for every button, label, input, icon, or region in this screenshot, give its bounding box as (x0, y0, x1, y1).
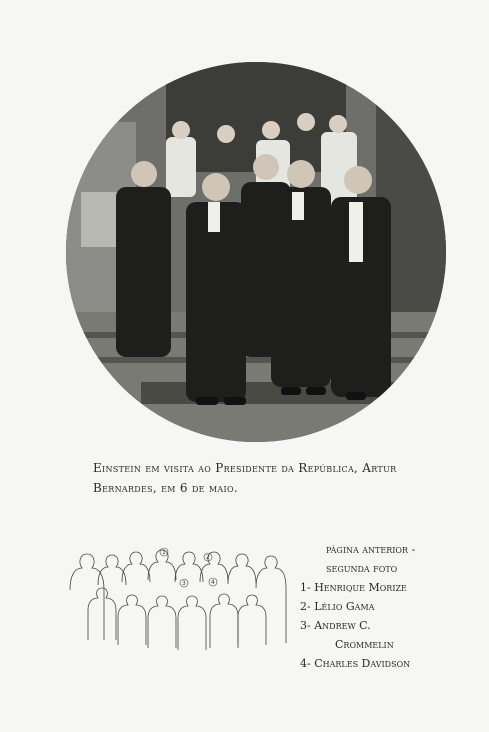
legend-item-number: 1- (300, 581, 311, 594)
legend-item-4 (300, 654, 480, 673)
legend-item-3 (300, 616, 480, 635)
sketch-marker-2: 2 (206, 554, 210, 561)
legend-item-number: 2- (300, 600, 311, 613)
legend-item-number: 4- (300, 657, 311, 670)
circular-photograph (66, 62, 446, 442)
caption-line-1: Einstein em visita ao Presidente da República, Artur (93, 461, 397, 475)
legend-item-name: Lélio Gama (314, 600, 375, 613)
sketch-marker-4: 4 (211, 579, 215, 586)
legend-item-1 (300, 578, 480, 597)
group-photo-illustration (66, 62, 446, 442)
sketch-marker-3: 3 (182, 580, 186, 587)
legend-header-2: segunda foto (326, 562, 398, 575)
legend-item-name: Andrew C. (314, 619, 371, 632)
identification-legend (300, 540, 480, 673)
people-outline-sketch (60, 540, 290, 660)
legend-item-name: Charles Davidson (314, 657, 411, 670)
photo-caption (93, 458, 423, 498)
legend-item-name: Henrique Morize (314, 581, 407, 594)
caption-line-2: Bernardes, em 6 de maio. (93, 481, 238, 495)
legend-item-3-continuation: Crommelin (335, 638, 394, 651)
legend-item-2 (300, 597, 480, 616)
sketch-marker-1: 1 (162, 549, 166, 556)
legend-item-number: 3- (300, 619, 311, 632)
legend-header-1: página anterior - (326, 543, 416, 556)
